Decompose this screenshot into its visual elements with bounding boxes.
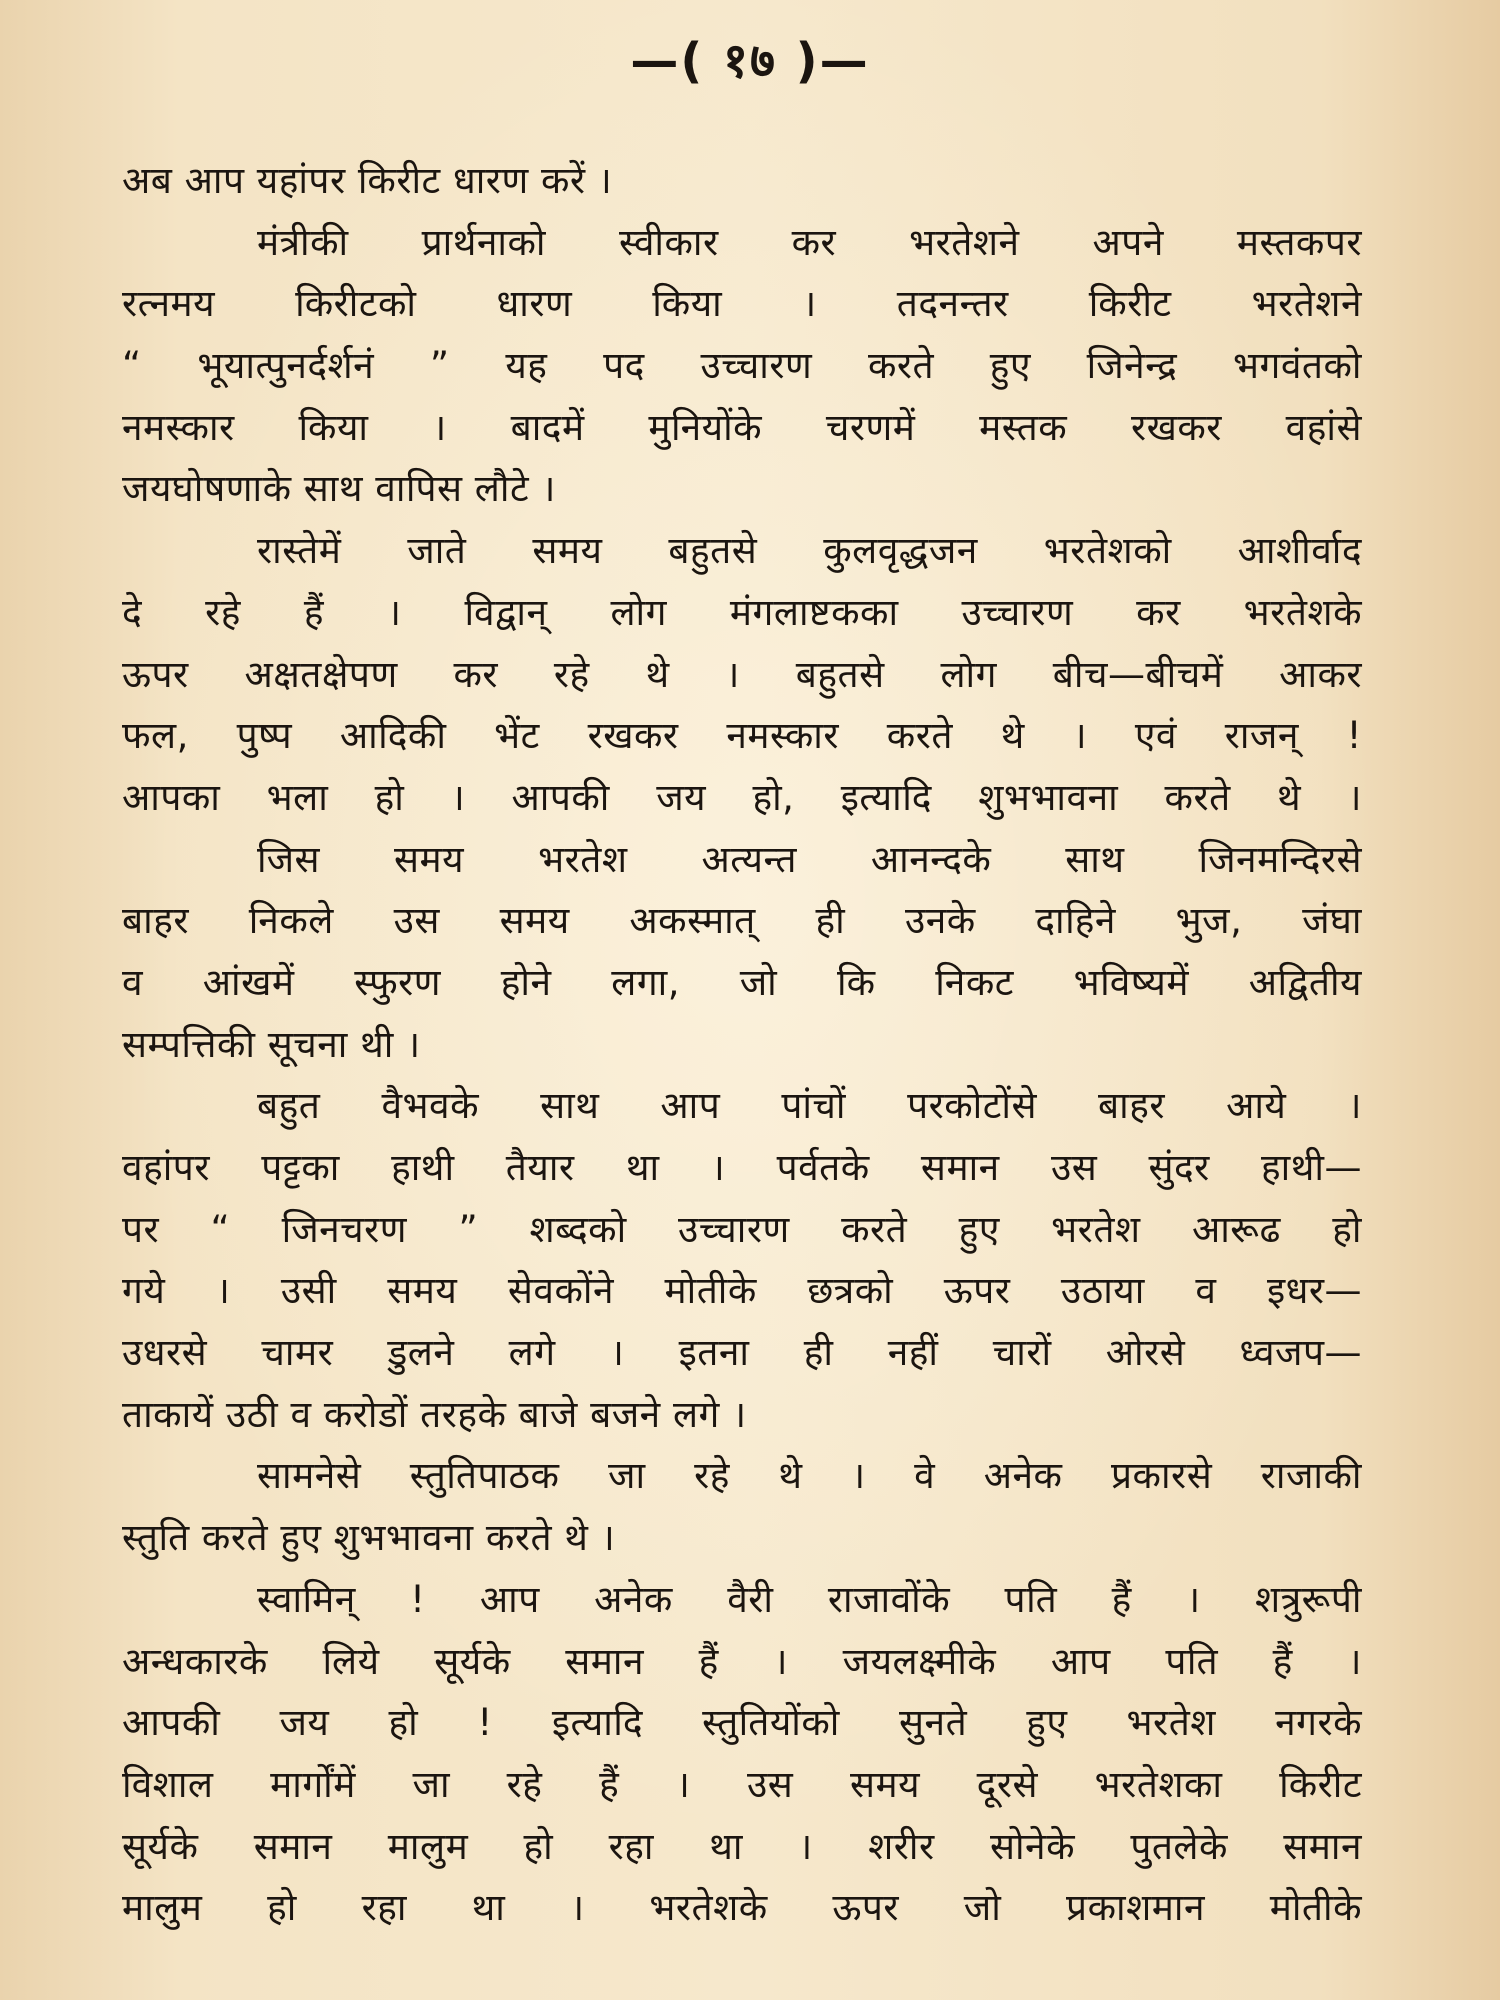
text-line: गये । उसी समय सेवकोंने मोतीके छत्रको ऊपर उठाया व इधर— [122, 1269, 1362, 1313]
text-line: विशाल मार्गोंमें जा रहे हैं । उस समय दूरसे भरतेशका किरीट [122, 1762, 1362, 1806]
text-line: अब आप यहांपर किरीट धारण करें । [122, 159, 613, 202]
text-line: जिस समय भरतेश अत्यन्त आनन्दके साथ जिनमन्दिरसे [257, 837, 1362, 881]
text-line: ताकायें उठी व करोडों तरहके बाजे बजने लगे । [122, 1392, 747, 1436]
text-line: ऊपर अक्षतक्षेपण कर रहे थे । बहुतसे लोग बीच—बीचमें आकर [122, 652, 1362, 696]
text-line: बहुत वैभवके साथ आप पांचों परकोटोंसे बाहर आये । [257, 1084, 1362, 1128]
text-line: उधरसे चामर डुलने लगे । इतना ही नहीं चारों ओरसे ध्वजप— [122, 1331, 1362, 1375]
page-number: —( १७ )— [630, 33, 870, 89]
text-line: जयघोषणाके साथ वापिस लौटे । [122, 467, 556, 511]
text-line: “ भूयात्पुनर्दर्शनं ” यह पद उच्चारण करते हुए जिनेन्द्र भगवंतको [122, 344, 1362, 388]
text-line: रत्नमय किरीटको धारण किया । तदनन्तर किरीट भरतेशने [122, 282, 1362, 326]
text-line: रास्तेमें जाते समय बहुतसे कुलवृद्धजन भरतेशको आशीर्वाद [257, 529, 1362, 573]
text-line: दे रहे हैं । विद्वान् लोग मंगलाष्टकका उच्चारण कर भरतेशके [122, 590, 1362, 634]
text-line: नमस्कार किया । बादमें मुनियोंके चरणमें मस्तक रखकर वहांसे [122, 405, 1362, 449]
page-body-text [122, 150, 1362, 1939]
text-line: सूर्यके समान मालुम हो रहा था । शरीर सोनेके पुतलेके समान [122, 1824, 1362, 1868]
text-line: आपका भला हो । आपकी जय हो, इत्यादि शुभभावना करते थे । [122, 775, 1362, 819]
text-line: पर “ जिनचरण ” शब्दको उच्चारण करते हुए भरतेश आरूढ हो [122, 1207, 1362, 1251]
text-line: सामनेसे स्तुतिपाठक जा रहे थे । वे अनेक प्रकारसे राजाकी [257, 1454, 1362, 1498]
text-line: मालुम हो रहा था । भरतेशके ऊपर जो प्रकाशमान मोतीके [122, 1886, 1362, 1930]
text-line: अन्धकारके लिये सूर्यके समान हैं । जयलक्ष्मीके आप पति हैं । [122, 1639, 1362, 1683]
text-line: सम्पत्तिकी सूचना थी । [122, 1022, 421, 1066]
text-line: आपकी जय हो ! इत्यादि स्तुतियोंको सुनते हुए भरतेश नगरके [122, 1701, 1362, 1745]
text-line: व आंखमें स्फुरण होने लगा, जो कि निकट भविष्यमें अद्वितीय [122, 960, 1362, 1004]
text-line: फल, पुष्प आदिकी भेंट रखकर नमस्कार करते थे । एवं राजन् ! [122, 714, 1362, 758]
text-line: स्वामिन् ! आप अनेक वैरी राजावोंके पति हैं । शत्रुरूपी [257, 1577, 1362, 1621]
text-line: मंत्रीकी प्रार्थनाको स्वीकार कर भरतेशने अपने मस्तकपर [257, 220, 1362, 264]
text-line: स्तुति करते हुए शुभभावना करते थे । [122, 1516, 616, 1560]
text-line: वहांपर पट्टका हाथी तैयार था । पर्वतके समान उस सुंदर हाथी— [122, 1146, 1362, 1189]
text-line: बाहर निकले उस समय अकस्मात् ही उनके दाहिने भुज, जंघा [122, 899, 1362, 943]
